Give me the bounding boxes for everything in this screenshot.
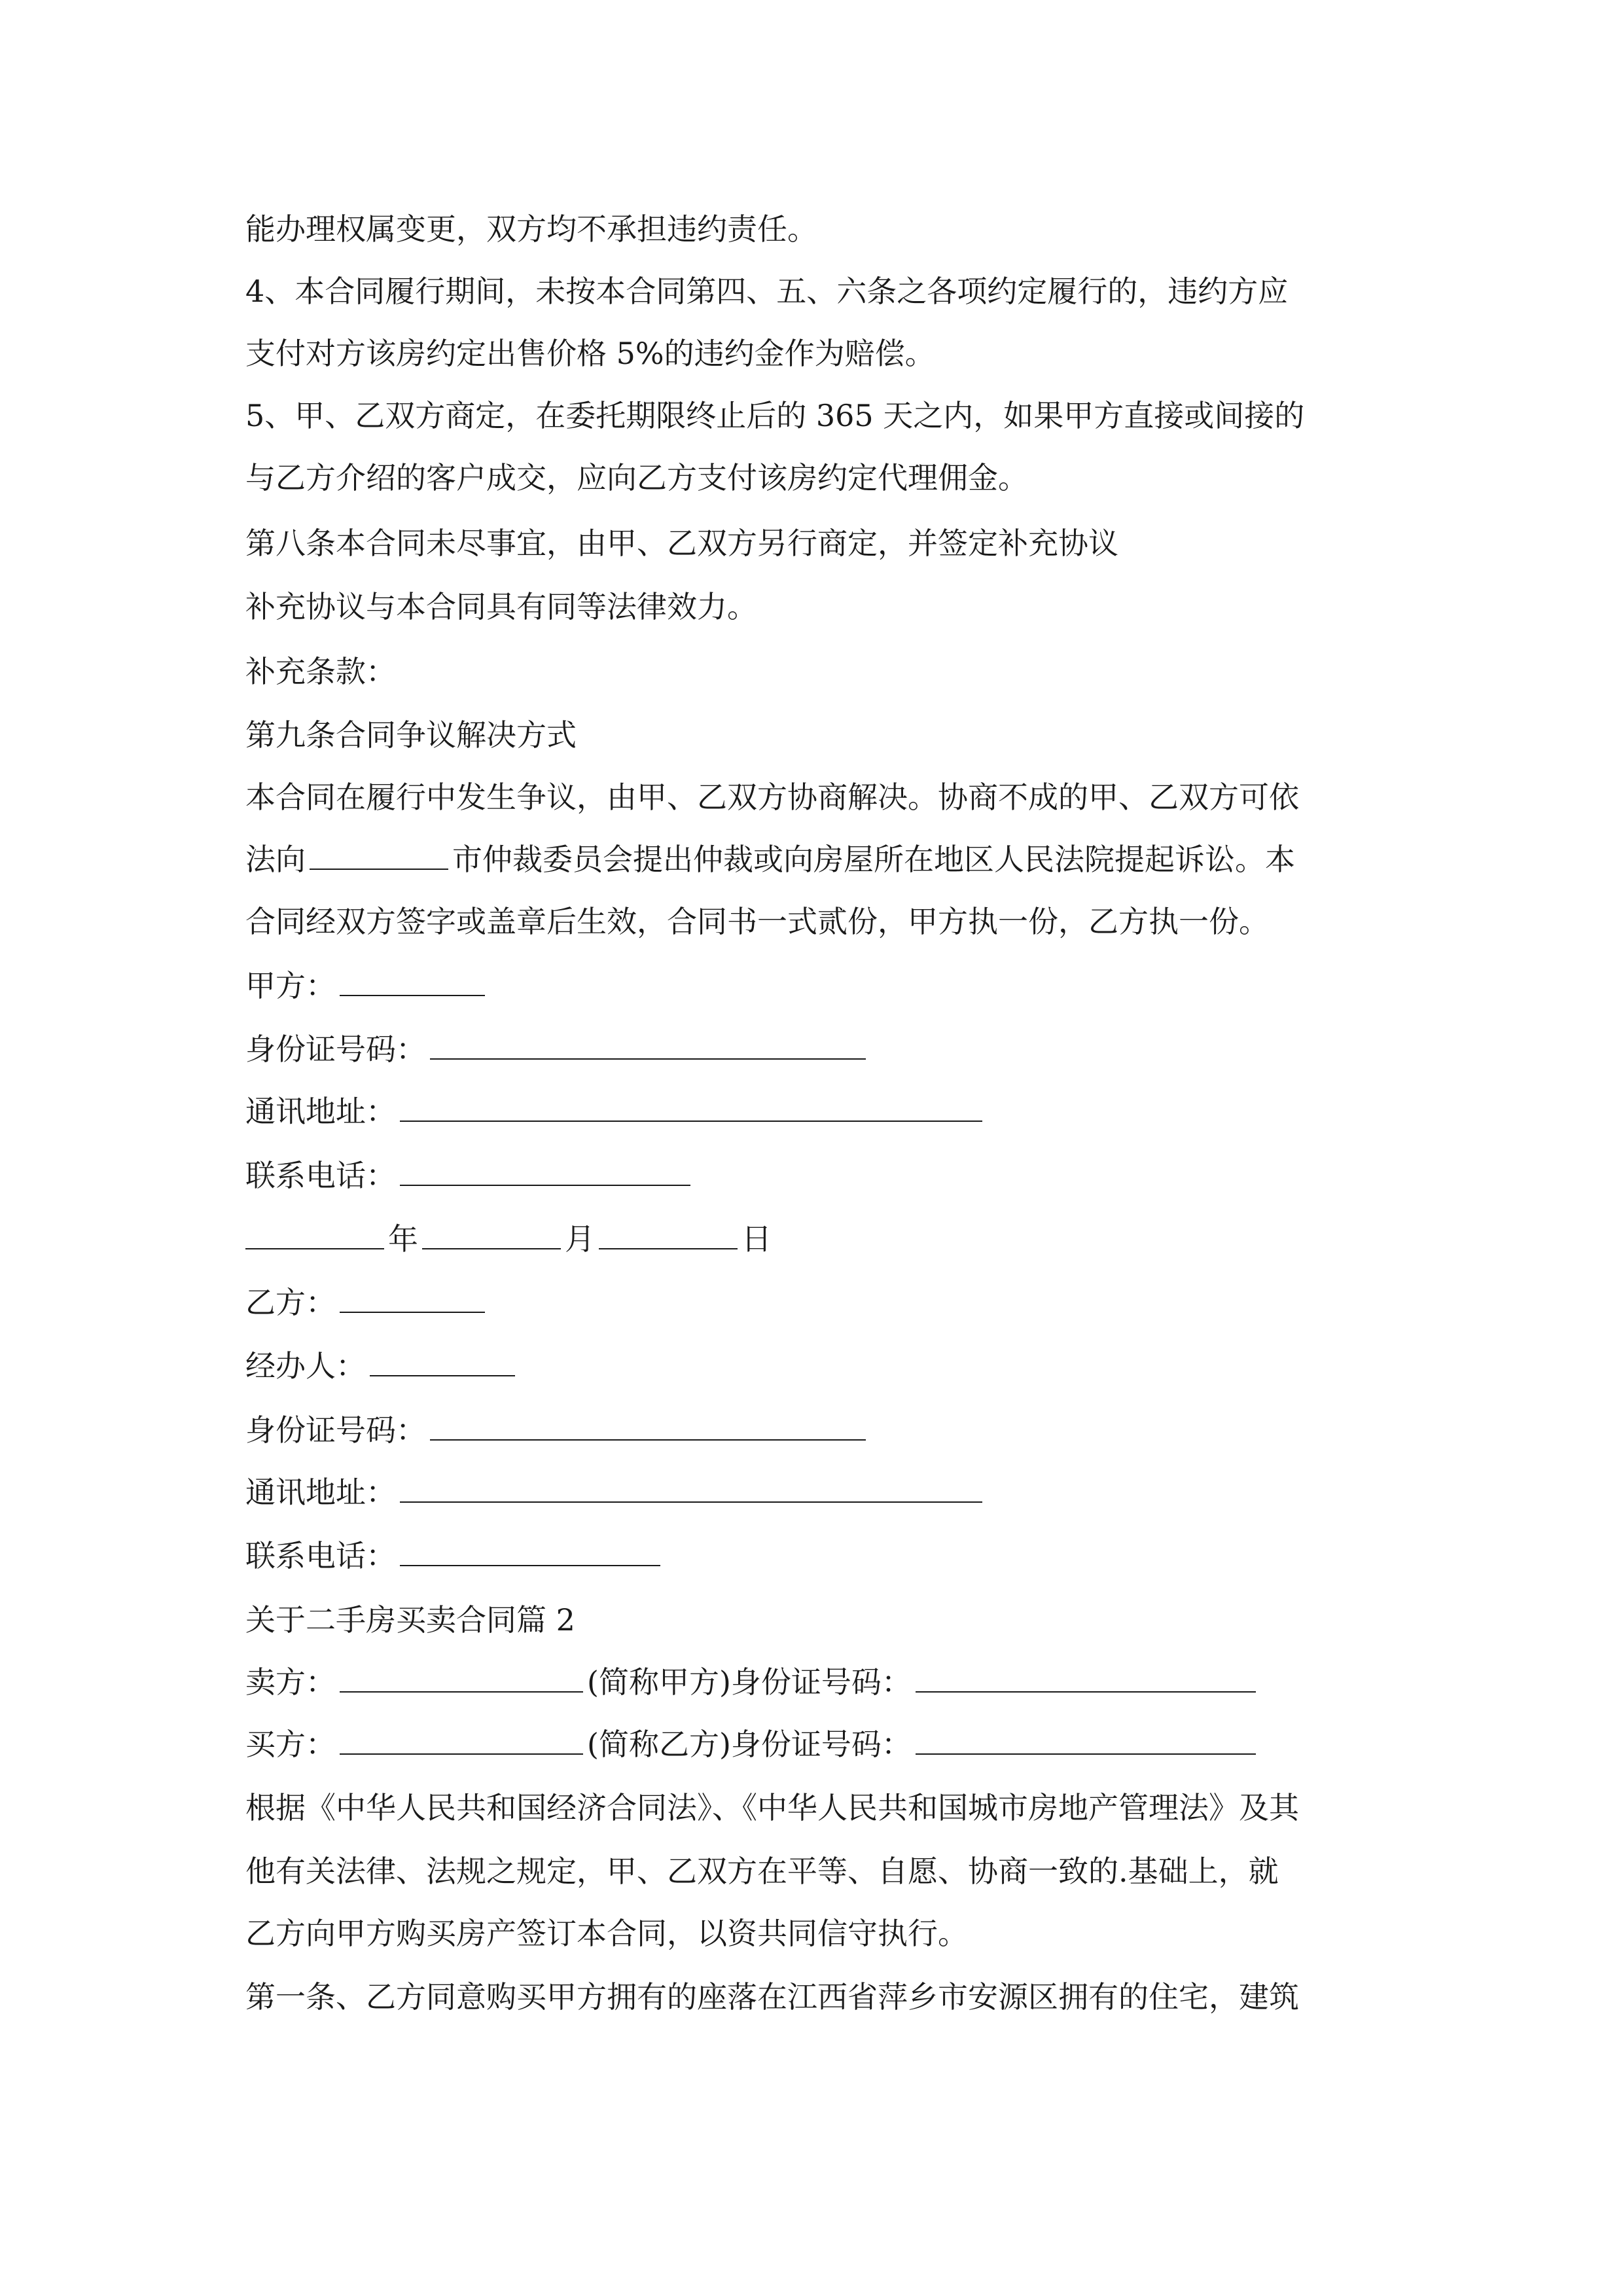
party-a-phone-label: 联系电话： <box>245 1158 396 1193</box>
paragraph-line: 本合同在履行中发生争议，由甲、乙双方协商解决。协商不成的甲、乙双方可依 <box>245 780 1299 815</box>
year-label: 年 <box>388 1221 418 1257</box>
party-a-label: 甲方： <box>245 968 336 1003</box>
article-9-heading: 第九条合同争议解决方式 <box>245 717 577 753</box>
seller-abbr: (简称甲方)身份证号码： <box>587 1664 912 1700</box>
party-a-blank[interactable] <box>340 969 485 996</box>
paragraph-line <box>245 840 1295 879</box>
year-blank[interactable] <box>245 1222 384 1249</box>
paragraph-line: 乙方向甲方购买房产签订本合同，以资共同信守执行。 <box>245 1916 968 1951</box>
party-b-agent-blank[interactable] <box>370 1349 515 1376</box>
arbitration-city-blank[interactable] <box>310 842 448 870</box>
arbitration-prefix: 法向 <box>245 842 306 877</box>
paragraph-line: 5、甲、乙双方商定，在委托期限终止后的 365 天之内，如果甲方直接或间接的 <box>245 398 1305 433</box>
day-label: 日 <box>741 1221 772 1257</box>
month-blank[interactable] <box>422 1222 561 1249</box>
party-b-blank[interactable] <box>340 1285 485 1313</box>
paragraph-line: 合同经双方签字或盖章后生效，合同书一式贰份，甲方执一份，乙方执一份。 <box>245 904 1269 939</box>
buyer-abbr: (简称乙方)身份证号码： <box>587 1727 912 1762</box>
party-a-address-label: 通讯地址： <box>245 1094 396 1129</box>
party-b-phone-blank[interactable] <box>400 1539 660 1566</box>
seller-name-blank[interactable] <box>340 1665 583 1693</box>
party-a-id-blank[interactable] <box>430 1032 866 1060</box>
party-b-id-line <box>245 1410 870 1450</box>
party-a-phone-blank[interactable] <box>400 1158 690 1186</box>
paragraph-line: 能办理权属变更，双方均不承担违约责任。 <box>245 211 817 247</box>
month-label: 月 <box>565 1221 595 1257</box>
party-a-id-label: 身份证号码： <box>245 1031 426 1067</box>
paragraph-line: 与乙方介绍的客户成交，应向乙方支付该房约定代理佣金。 <box>245 460 1028 495</box>
party-b-address-label: 通讯地址： <box>245 1475 396 1510</box>
party-b-phone-label: 联系电话： <box>245 1538 396 1573</box>
article-1-line: 第一条、乙方同意购买甲方拥有的座落在江西省萍乡市安源区拥有的住宅，建筑 <box>245 1979 1299 2015</box>
supplementary-terms-heading: 补充条款： <box>245 654 396 689</box>
party-a-line <box>245 966 489 1005</box>
buyer-line <box>245 1725 1260 1764</box>
party-a-phone-line <box>245 1156 694 1195</box>
paragraph-line: 4、本合同履行期间，未按本合同第四、五、六条之各项约定履行的，违约方应 <box>245 274 1289 309</box>
party-b-id-label: 身份证号码： <box>245 1412 426 1448</box>
buyer-label: 买方： <box>245 1727 336 1762</box>
party-b-label: 乙方： <box>245 1285 336 1320</box>
party-b-line <box>245 1283 489 1322</box>
party-b-phone-line <box>245 1536 664 1575</box>
party-a-address-blank[interactable] <box>400 1094 982 1122</box>
party-b-agent-line <box>245 1346 519 1386</box>
article-8-line: 第八条本合同未尽事宜，由甲、乙双方另行商定，并签定补充协议 <box>245 526 1118 561</box>
contract-2-title: 关于二手房买卖合同篇 2 <box>245 1602 575 1638</box>
paragraph-line: 根据《中华人民共和国经济合同法》、《中华人民共和国城市房地产管理法》及其 <box>245 1790 1299 1825</box>
party-b-agent-label: 经办人： <box>245 1348 366 1384</box>
buyer-name-blank[interactable] <box>340 1727 583 1755</box>
party-a-id-line <box>245 1030 870 1069</box>
party-a-address-line <box>245 1092 986 1131</box>
seller-label: 卖方： <box>245 1664 336 1700</box>
party-b-address-line <box>245 1473 986 1512</box>
arbitration-suffix: 市仲裁委员会提出仲裁或向房屋所在地区人民法院提起诉讼。本 <box>452 842 1295 877</box>
seller-line <box>245 1662 1260 1702</box>
party-b-id-blank[interactable] <box>430 1413 866 1441</box>
paragraph-line: 支付对方该房约定出售价格 5%的违约金作为赔偿。 <box>245 336 935 371</box>
paragraph-line: 他有关法律、法规之规定，甲、乙双方在平等、自愿、协商一致的.基础上，就 <box>245 1854 1279 1889</box>
party-b-address-blank[interactable] <box>400 1475 982 1503</box>
seller-id-blank[interactable] <box>916 1665 1256 1693</box>
day-blank[interactable] <box>599 1222 738 1249</box>
article-8-line: 补充协议与本合同具有同等法律效力。 <box>245 589 757 624</box>
buyer-id-blank[interactable] <box>916 1727 1256 1755</box>
date-line <box>245 1219 772 1259</box>
